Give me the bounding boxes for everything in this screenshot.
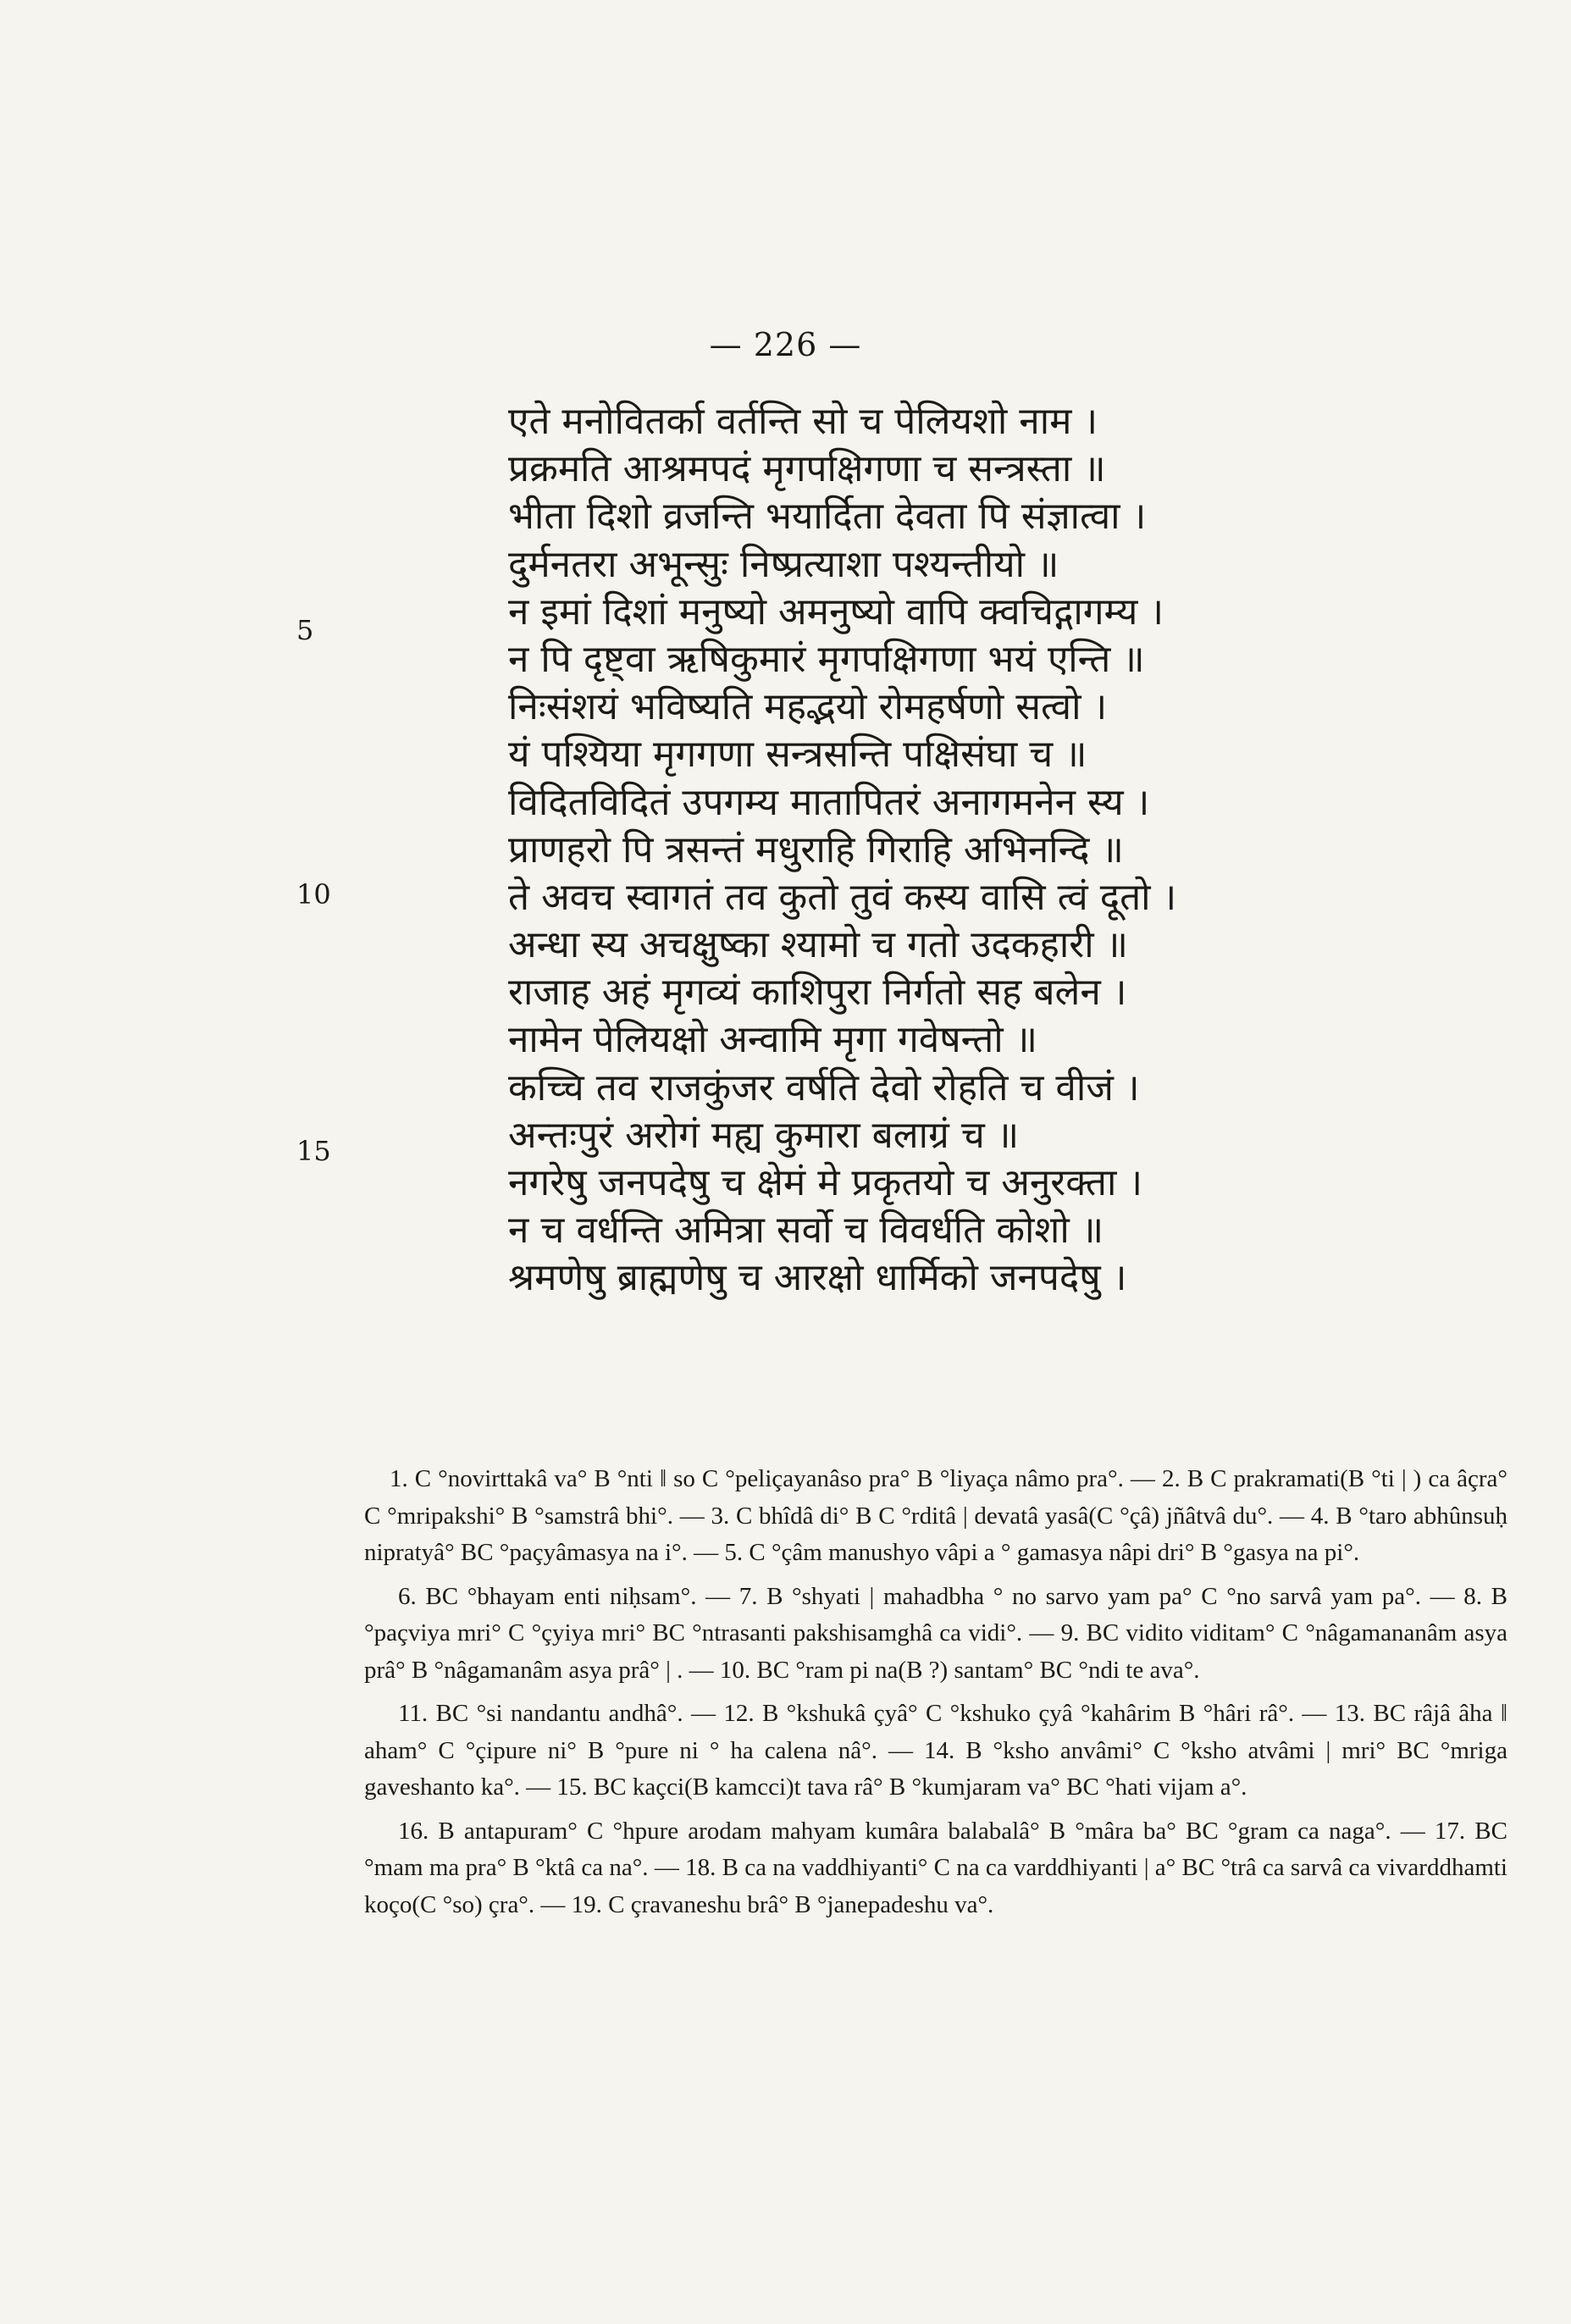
line-number-5: 5 (296, 614, 314, 646)
verse-line: राजाह अहं मृगव्यं काशिपुरा निर्गतो सह बलेन । (508, 971, 1127, 1015)
verse-line: न च वर्धन्ति अमित्रा सर्वो च विवर्धति कोशो ॥ (508, 1209, 1104, 1253)
verse-line: निःसंशयं भविष्यति महद्भयो रोमहर्षणो सत्वो । (508, 685, 1108, 729)
verse-block (508, 398, 1253, 1303)
critical-apparatus (364, 1461, 1507, 1930)
verse-line: ते अवच स्वागतं तव कुतो तुवं कस्य वासि त्वं दूतो । (508, 875, 1177, 919)
verse-line: दुर्मनतरा अभून्सुः निष्प्रत्याशा पश्यन्तीयो ॥ (508, 542, 1059, 586)
verse-line: नामेन पेलियक्षो अन्वामि मृगा गवेषन्तो ॥ (508, 1018, 1038, 1062)
verse-line: कच्चि तव राजकुंजर वर्षति देवो रोहति च वीजं । (508, 1065, 1140, 1109)
line-number-10: 10 (296, 878, 331, 910)
page-number: — 226 — (709, 326, 862, 363)
verse-line: न पि दृष्ट्वा ऋषिकुमारं मृगपक्षिगणा भयं एन्ति ॥ (508, 637, 1145, 681)
verse-line: श्रमणेषु ब्राह्मणेषु च आरक्षो धार्मिको जनपदेषु । (508, 1256, 1127, 1300)
note-paragraph: 11. BC °si nandantu andhâ°. — 12. B °kshukâ çyâ° C °kshuko çyâ °kahârim B °hâri râ°. — 13. BC râjâ âha ‖ aham° C °çipure ni° B °pure ni ° ha calena nâ°. — 14. B °ksho anvâmi° C °ksho atvâmi | mri° BC °mriga gaveshanto ka°. — 15. BC kaçci(B kamcci)t tava râ° B °kumjaram va° BC °hati vijam a°. (364, 1700, 1507, 1801)
verse-line: न इमां दिशां मनुष्यो अमनुष्यो वापि क्वचिद्गागम्य । (508, 589, 1164, 634)
verse-line: प्राणहरो पि त्रसन्तं मधुराहि गिराहि अभिनन्दि ॥ (508, 827, 1124, 872)
verse-line: प्रक्रमति आश्रमपदं मृगपक्षिगणा च सन्त्रस्ता ॥ (508, 447, 1106, 491)
verse-line: विदितविदितं उपगम्य मातापितरं अनागमनेन स्य । (508, 780, 1150, 824)
note-paragraph: 16. B antapuram° C °hpure arodam mahyam kumâra balabalâ° B °mâra ba° BC °gram ca naga°. — 17. BC °mam ma pra° B °ktâ ca na°. — 18. B ca na vaddhiyanti° C na ca varddhiyanti | a° BC °trâ ca sarvâ ca vivarddhamti koço(C °so) çra°. — 19. C çravaneshu brâ° B °janepadeshu va°. (364, 1817, 1507, 1918)
line-number-15: 15 (296, 1135, 331, 1167)
note-paragraph: 1. C °novirttakâ va° B °nti ‖ so C °peliçayanâso pra° B °liyaça nâmo pra°. — 2. B C prakramati(B °ti | ) ca âçra° C °mripakshi° B °samstrâ bhi°. — 3. C bhîdâ di° B C °rditâ | devatâ yasâ(C °çâ) jñâtvâ du°. — 4. B °taro abhûnsuḥ nipratyâ° BC °paçyâmasya na i°. — 5. C °çâm manushyo vâpi a ° gamasya nâpi dri° B °gasya na pi°. (364, 1465, 1507, 1566)
verse-line: अन्धा स्य अचक्षुष्का श्यामो च गतो उदकहारी ॥ (508, 923, 1129, 967)
verse-line: यं पश्यिया मृगगणा सन्त्रसन्ति पक्षिसंघा च ॥ (508, 733, 1087, 777)
verse-line: अन्तःपुरं अरोगं मह्य कुमारा बलाग्रं च ॥ (508, 1113, 1020, 1157)
verse-line: एते मनोवितर्का वर्तन्ति सो च पेलियशो नाम । (508, 400, 1098, 443)
note-paragraph: 6. BC °bhayam enti niḥsam°. — 7. B °shyati | mahadbha ° no sarvo yam pa° C °no sarvâ yam pa°. — 8. B °paçviya mri° C °çyiya mri° BC °ntrasanti pakshisamghâ ca vidi°. — 9. BC vidito viditam° C °nâgamananâm asya prâ° B °nâgamanâm asya prâ° | . — 10. BC °ram pi na(B ?) santam° BC °ndi te ava°. (364, 1582, 1507, 1684)
verse-line: भीता दिशो व्रजन्ति भयार्दिता देवता पि संज्ञात्वा । (508, 495, 1147, 539)
verse-line: नगरेषु जनपदेषु च क्षेमं मे प्रकृतयो च अनुरक्ता । (508, 1161, 1143, 1204)
